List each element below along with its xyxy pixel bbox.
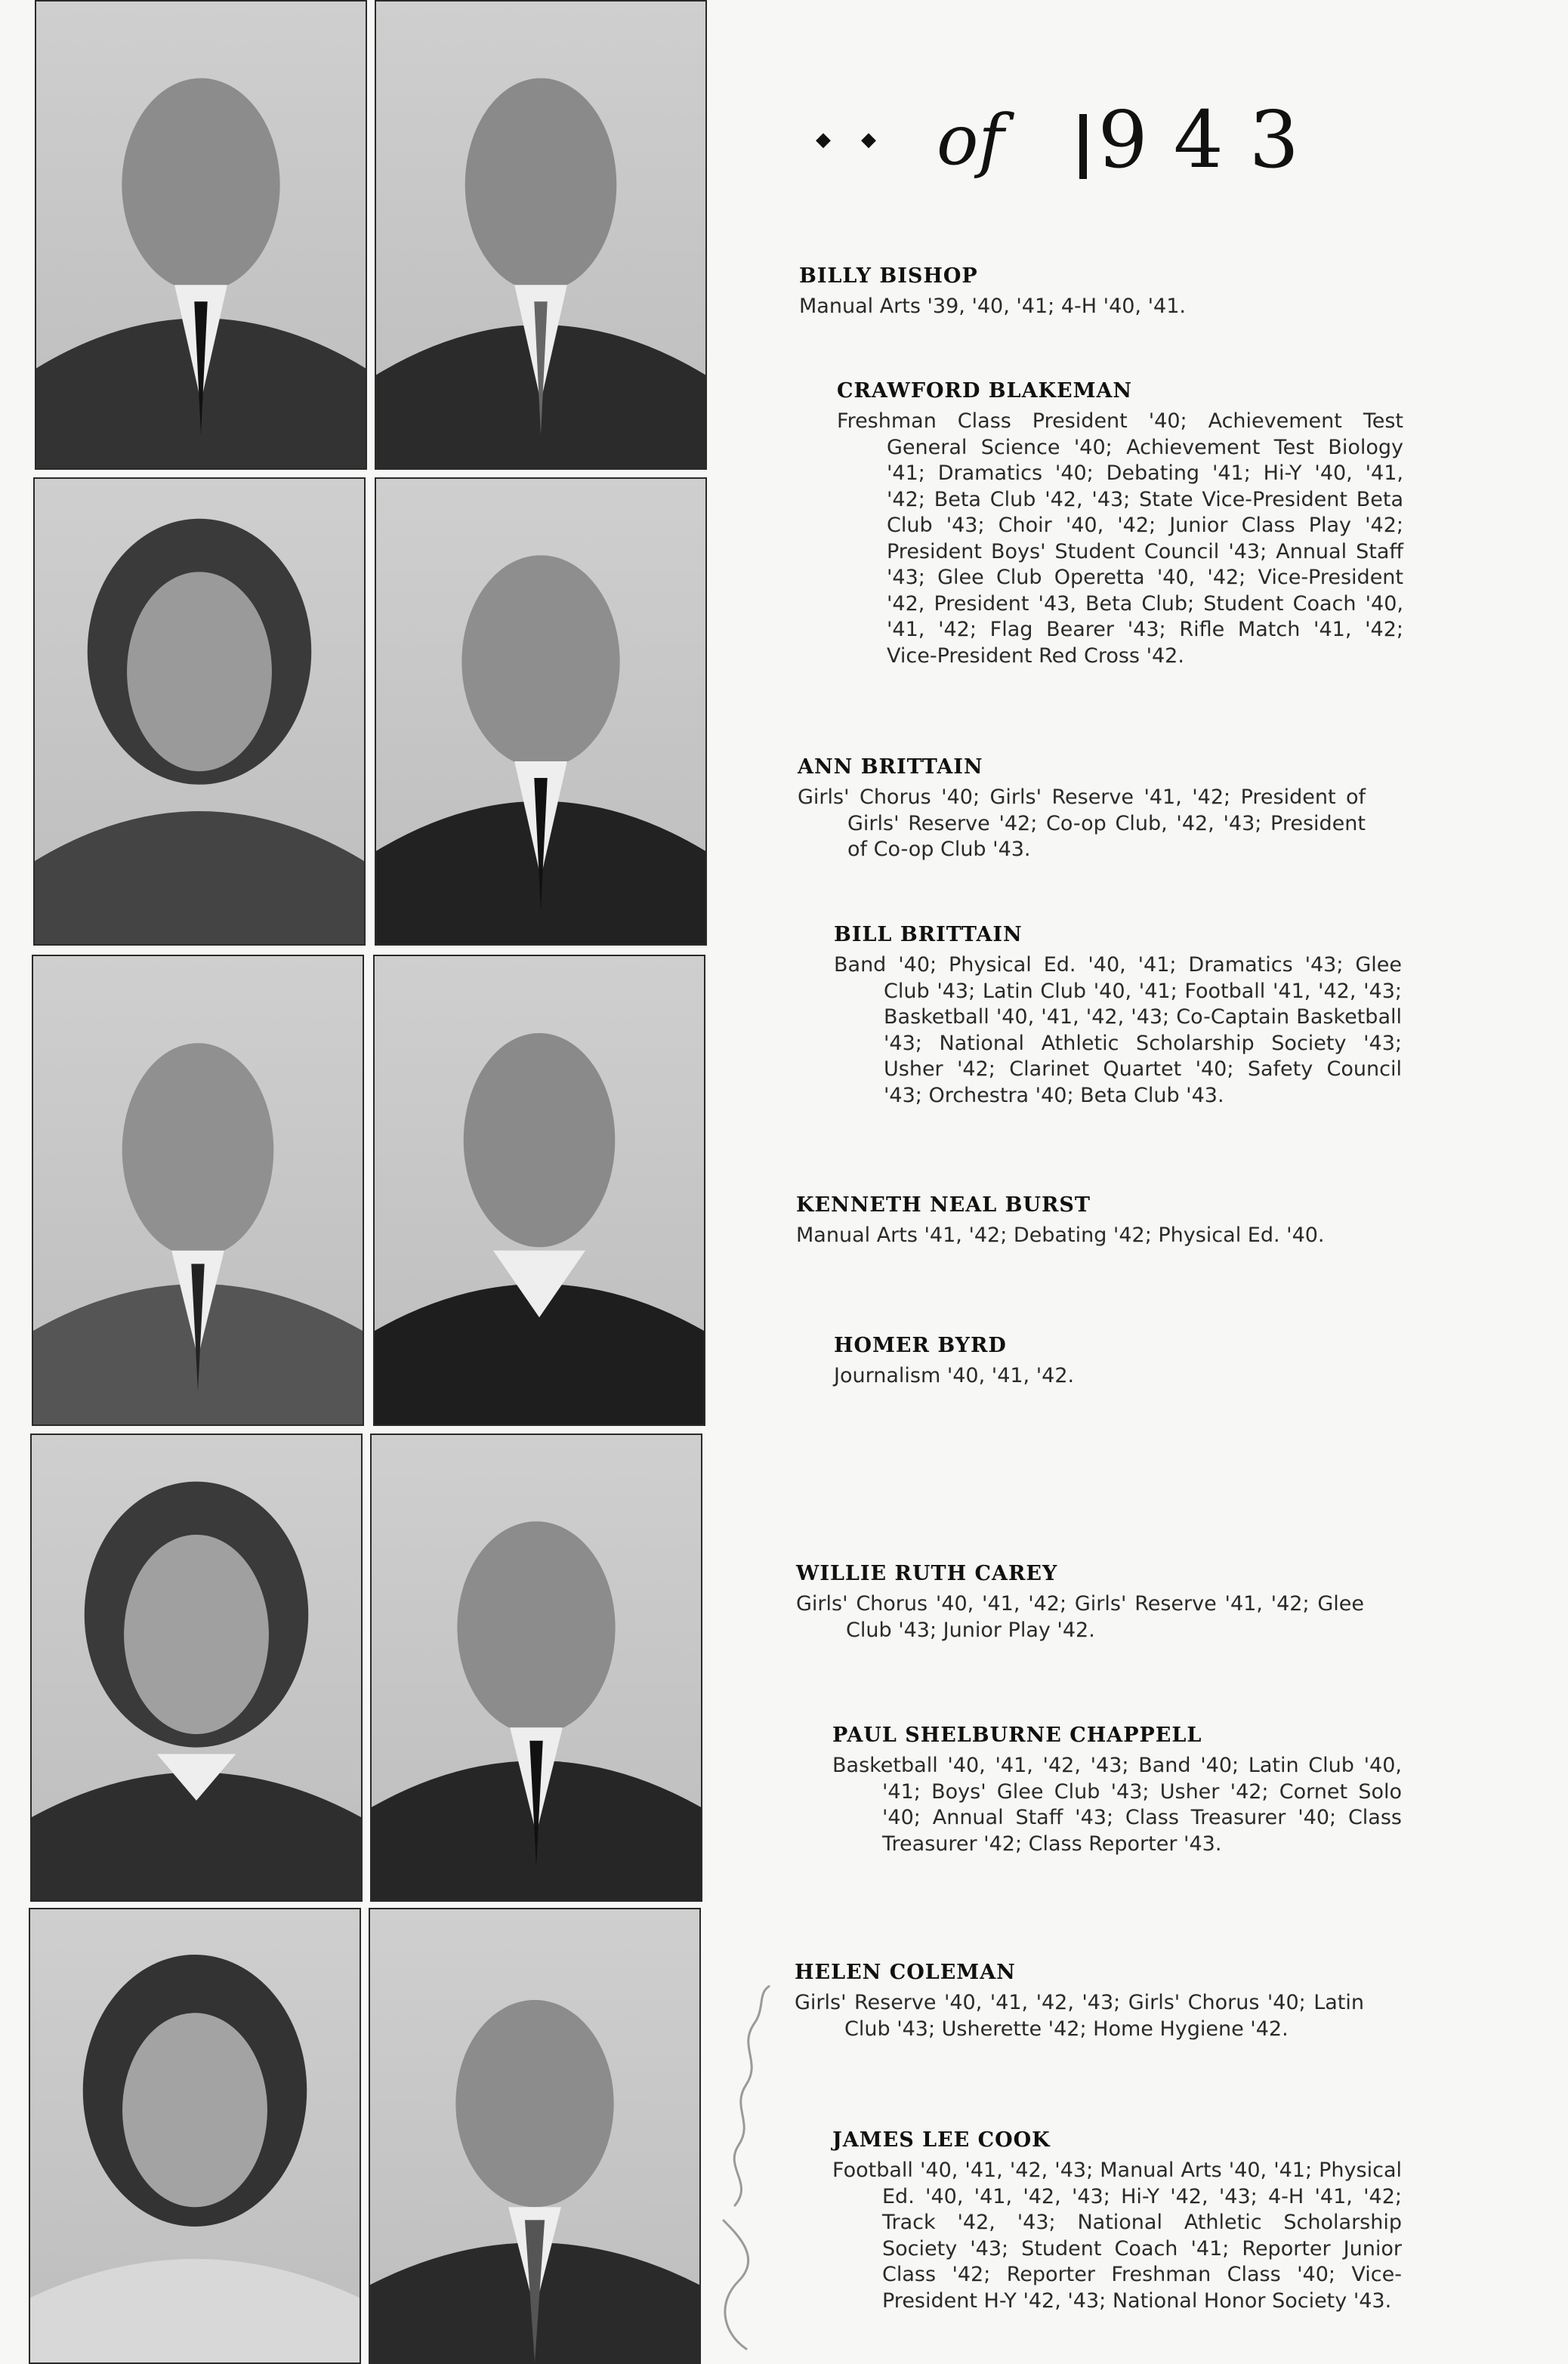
senior-activities: Girls' Chorus '40; Girls' Reserve '41, '42; President of Girls' Reserve '42; Co-op Club, '42, '43; President of Co-op Club '43. — [798, 785, 1366, 861]
portrait-willie-ruth-carey — [30, 1434, 363, 1902]
senior-activities: Basketball '40, '41, '42, '43; Band '40; Latin Club '40, '41; Boys' Glee Club '43; Usher '42; Cornet Solo '40; Annual Staff '43; Class Treasurer '40; Class Treasurer '42; Class Reporter '43. — [832, 1754, 1402, 1856]
senior-activities: Manual Arts '39, '40, '41; 4-H '40, '41. — [799, 295, 1186, 318]
portrait-silhouette — [376, 2, 705, 468]
portrait-billy-bishop — [35, 0, 367, 470]
senior-name: CRAWFORD BLAKEMAN — [837, 379, 1133, 403]
portrait-silhouette — [32, 1435, 361, 1900]
senior-entry — [796, 1193, 1364, 1249]
senior-activities: Girls' Reserve '40, '41, '42, '43; Girls' Chorus '40; Latin Club '43; Usherette '42; Home Hygiene '42. — [795, 1991, 1364, 2041]
diamond-ornament-icon: ◆ — [861, 128, 876, 151]
senior-entry — [795, 1961, 1364, 2042]
heading-year-digits: 943 — [1097, 94, 1325, 186]
senior-entry — [834, 923, 1402, 1109]
portrait-homer-byrd — [373, 955, 705, 1426]
senior-name: WILLIE RUTH CAREY — [796, 1562, 1058, 1585]
numeral-one-glyph — [1079, 114, 1087, 179]
portrait-silhouette — [370, 1909, 699, 2362]
senior-entry — [799, 264, 1396, 320]
portrait-kenneth-neal-burst — [32, 955, 364, 1426]
portrait-ann-brittain — [33, 477, 366, 946]
class-year-heading — [816, 94, 1325, 186]
senior-entry — [834, 1334, 1402, 1390]
portrait-bill-brittain — [375, 477, 707, 946]
senior-name: HOMER BYRD — [834, 1334, 1007, 1357]
senior-entry — [837, 379, 1403, 669]
portrait-james-lee-cook — [369, 1908, 701, 2364]
portrait-silhouette — [376, 479, 705, 944]
senior-name: HELEN COLEMAN — [795, 1961, 1016, 1984]
senior-entry — [832, 2128, 1402, 2314]
portrait-silhouette — [372, 1435, 701, 1900]
senior-activities: Band '40; Physical Ed. '40, '41; Dramatics '43; Glee Club '43; Latin Club '40, '41; Football '41, '42, '43; Basketball '40, '41, '42, '43; Co-Captain Basketball '43; National Athletic Scholarship Society '43; Usher '42; Clarinet Quartet '40; Safety Council '43; Orchestra '40; Beta Club '43. — [834, 953, 1402, 1107]
senior-name: BILLY BISHOP — [799, 264, 978, 288]
senior-entry — [796, 1562, 1364, 1643]
senior-name: ANN BRITTAIN — [798, 755, 983, 779]
senior-name: PAUL SHELBURNE CHAPPELL — [832, 1724, 1202, 1747]
senior-name: JAMES LEE COOK — [832, 2128, 1051, 2152]
senior-activities: Football '40, '41, '42, '43; Manual Arts '40, '41; Physical Ed. '40, '41, '42, '43; Hi-Y '42, '43; 4-H '41, '42; Track '42, '43; National Athletic Scholarship Society '43; Student Coach '41; Reporter Junior Class '42; Reporter Freshman Class '40; Vice-President H-Y '42, '43; National Honor Society '43. — [832, 2159, 1402, 2313]
senior-entry — [798, 755, 1366, 863]
portrait-silhouette — [375, 956, 704, 1424]
senior-name: KENNETH NEAL BURST — [796, 1193, 1091, 1217]
portrait-helen-coleman — [29, 1908, 361, 2364]
handwritten-signature — [693, 1979, 799, 2356]
senior-activities: Girls' Chorus '40, '41, '42; Girls' Reserve '41, '42; Glee Club '43; Junior Play '42. — [796, 1592, 1364, 1642]
heading-year — [1079, 94, 1325, 186]
senior-activities: Manual Arts '41, '42; Debating '42; Physical Ed. '40. — [796, 1224, 1325, 1247]
portrait-paul-shelburne-chappell — [370, 1434, 702, 1902]
heading-of: of — [937, 99, 1005, 181]
portrait-silhouette — [35, 479, 364, 944]
diamond-ornament-icon: ◆ — [816, 128, 831, 151]
senior-activities: Freshman Class President '40; Achievement Test General Science '40; Achievement Test Biology '41; Dramatics '40; Debating '41; Hi-Y '40, '41, '42; Beta Club '42, '43; State Vice-President Beta Club '43; Choir '40, '42; Junior Class Play '42; President Boys' Student Council '43; Annual Staff '43; Glee Club Operetta '40, '42; Vice-President '42, President '43, Beta Club; Student Coach '40, '41, '42; Flag Bearer '43; Rifle Match '41, '42; Vice-President Red Cross '42. — [837, 409, 1403, 668]
portrait-silhouette — [33, 956, 363, 1424]
portrait-silhouette — [36, 2, 366, 468]
senior-activities: Journalism '40, '41, '42. — [834, 1364, 1075, 1387]
portrait-crawford-blakeman — [375, 0, 707, 470]
portrait-silhouette — [30, 1909, 360, 2362]
senior-name: BILL BRITTAIN — [834, 923, 1023, 946]
senior-entry — [832, 1724, 1402, 1857]
